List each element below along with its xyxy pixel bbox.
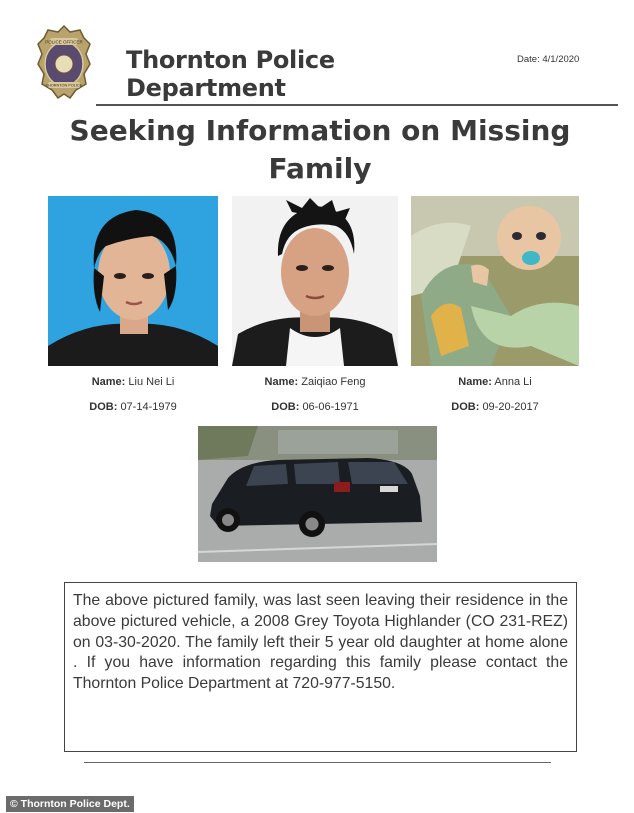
person-3-name: Anna Li bbox=[494, 376, 532, 388]
notice-text: The above pictured family, was last seen leaving their residence in the above pictured vehicle, a 2008 Grey Toyota Highlander (CO 231-REZ) on 03-30-2020. The family left their 5 year old daughter at home alone . If you have information regarding this family please contact the Thornton Police Department at 720-977-5150. bbox=[73, 592, 568, 693]
person-2-dob: 06-06-1971 bbox=[302, 401, 359, 413]
police-badge-logo bbox=[36, 24, 92, 102]
badge-text-bottom: THORNTON POLICE bbox=[45, 83, 83, 88]
title-line-2: Family bbox=[268, 152, 372, 185]
person-1-dob: 07-14-1979 bbox=[120, 401, 177, 413]
badge-text-top: POLICE OFFICER bbox=[45, 39, 83, 45]
photo-liu-nei-li bbox=[48, 196, 218, 366]
department-name: Thornton Police Department bbox=[126, 46, 335, 102]
photo-zaiqiao-feng bbox=[232, 196, 398, 366]
person-3-dob-caption: DOB: 09-20-2017 bbox=[451, 401, 539, 413]
flyer-date: Date: 4/1/2020 bbox=[517, 54, 580, 65]
person-2-name: Zaiqiao Feng bbox=[301, 376, 366, 388]
vehicle-photo bbox=[198, 426, 437, 562]
person-2-name-caption: Name: Zaiqiao Feng bbox=[264, 376, 366, 388]
person-1-name: Liu Nei Li bbox=[128, 376, 175, 388]
header-divider bbox=[96, 104, 618, 106]
page-title bbox=[40, 112, 600, 188]
person-1-name-caption: Name: Liu Nei Li bbox=[91, 376, 175, 388]
photo-credit: © Thornton Police Dept. bbox=[6, 796, 134, 812]
footer-divider bbox=[84, 762, 551, 763]
person-1-dob-caption: DOB: 07-14-1979 bbox=[89, 401, 177, 413]
notice-box bbox=[64, 582, 577, 752]
person-3-dob: 09-20-2017 bbox=[482, 401, 539, 413]
person-2-dob-caption: DOB: 06-06-1971 bbox=[271, 401, 359, 413]
photo-anna-li bbox=[411, 196, 579, 366]
person-3-name-caption: Name: Anna Li bbox=[458, 376, 532, 388]
title-line-1: Seeking Information on Missing bbox=[69, 114, 571, 147]
